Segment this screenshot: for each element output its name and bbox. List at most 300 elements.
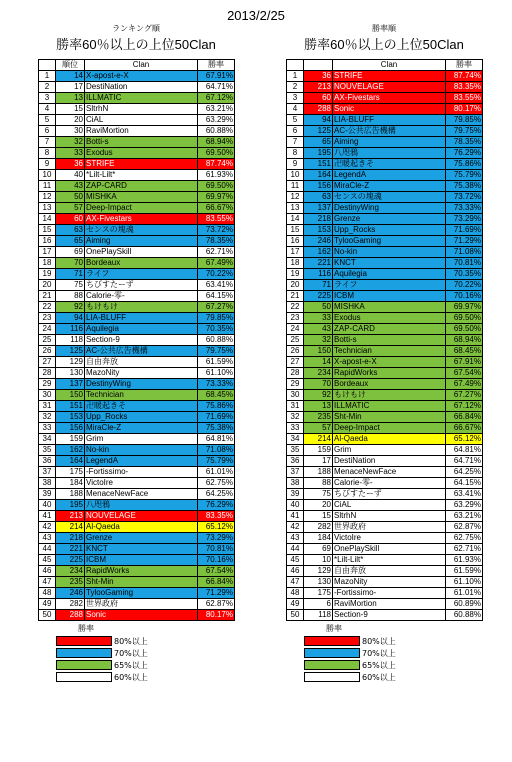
row-index: 31 — [287, 401, 304, 412]
row-index: 38 — [287, 478, 304, 489]
win-rate: 66.67% — [198, 203, 235, 214]
win-rate: 67.49% — [446, 379, 483, 390]
row-index: 22 — [287, 302, 304, 313]
legend-item — [304, 635, 482, 647]
table-row — [287, 192, 483, 203]
win-rate: 73.33% — [198, 379, 235, 390]
rank-cell: 225 — [56, 555, 85, 566]
table-row — [39, 379, 235, 390]
rank-cell: 15 — [304, 511, 333, 522]
rank-cell: 15 — [56, 104, 85, 115]
table-row — [39, 456, 235, 467]
clan-name: No-kin — [85, 445, 198, 456]
win-rate: 67.12% — [446, 401, 483, 412]
row-index: 6 — [287, 126, 304, 137]
win-rate: 75.86% — [198, 401, 235, 412]
rank-cell: 129 — [56, 357, 85, 368]
table-row — [287, 93, 483, 104]
win-rate: 69.97% — [198, 192, 235, 203]
row-index: 19 — [287, 269, 304, 280]
win-rate: 73.29% — [446, 214, 483, 225]
clan-name: 世界政府 — [333, 522, 446, 533]
win-rate: 70.22% — [446, 280, 483, 291]
win-rate: 60.88% — [198, 335, 235, 346]
clan-name: TylooGaming — [333, 236, 446, 247]
table-row — [287, 269, 483, 280]
rank-cell: 94 — [304, 115, 333, 126]
clan-name: Bordeaux — [333, 379, 446, 390]
rank-cell: 71 — [56, 269, 85, 280]
legend-header: 勝率 — [326, 624, 342, 633]
table-row — [39, 291, 235, 302]
rank-cell: 88 — [304, 478, 333, 489]
header-cell — [287, 60, 304, 71]
rank-cell: 10 — [304, 555, 333, 566]
rank-cell: 153 — [304, 225, 333, 236]
table-row — [287, 511, 483, 522]
clan-name: ライフ — [85, 269, 198, 280]
table-row — [287, 346, 483, 357]
win-rate: 73.72% — [446, 192, 483, 203]
table-row — [39, 401, 235, 412]
row-index: 18 — [287, 258, 304, 269]
rank-cell: 188 — [304, 467, 333, 478]
row-index: 9 — [39, 159, 56, 170]
win-rate: 66.84% — [446, 412, 483, 423]
legend-swatch — [304, 648, 360, 658]
rank-cell: 282 — [56, 599, 85, 610]
table-row — [39, 588, 235, 599]
clan-name: Aiming — [333, 137, 446, 148]
win-rate: 66.84% — [198, 577, 235, 588]
win-rate: 64.25% — [198, 489, 235, 500]
clan-name: SltrhN — [333, 511, 446, 522]
row-index: 46 — [39, 566, 56, 577]
table-row — [287, 445, 483, 456]
table-row — [39, 214, 235, 225]
table-row — [39, 137, 235, 148]
clan-name: ZAP-CARD — [85, 181, 198, 192]
table-row — [287, 533, 483, 544]
rank-cell: 32 — [56, 137, 85, 148]
clan-name: KNCT — [333, 258, 446, 269]
header-cell: 順位 — [56, 60, 85, 71]
row-index: 40 — [287, 500, 304, 511]
ranking-order-table — [38, 59, 235, 621]
clan-name: 自由奔放 — [333, 566, 446, 577]
clan-name: VictoIre — [85, 478, 198, 489]
clan-name: MazoNity — [333, 577, 446, 588]
win-rate: 78.35% — [446, 137, 483, 148]
rank-cell: 151 — [304, 159, 333, 170]
win-rate: 79.75% — [198, 346, 235, 357]
win-rate: 70.22% — [198, 269, 235, 280]
table-row — [287, 214, 483, 225]
rank-cell: 118 — [56, 335, 85, 346]
table-row — [39, 280, 235, 291]
row-index: 9 — [287, 159, 304, 170]
table-row — [287, 555, 483, 566]
clan-name: センスの塊魂 — [85, 225, 198, 236]
row-index: 11 — [39, 181, 56, 192]
win-rate: 78.35% — [198, 236, 235, 247]
clan-name: CiAL — [333, 500, 446, 511]
win-rate: 69.97% — [446, 302, 483, 313]
rank-cell: 125 — [56, 346, 85, 357]
rank-cell: 137 — [304, 203, 333, 214]
legend-swatch — [56, 660, 112, 670]
rank-cell: 150 — [304, 346, 333, 357]
clan-name: MazoNity — [85, 368, 198, 379]
clan-name: ILLMATIC — [85, 93, 198, 104]
win-rate: 62.71% — [446, 544, 483, 555]
row-index: 13 — [39, 203, 56, 214]
rank-cell: 70 — [56, 258, 85, 269]
table-row — [287, 610, 483, 621]
panel-subtitle: 勝率順 — [372, 24, 396, 33]
clan-name: LIA-BLUFF — [85, 313, 198, 324]
row-index: 5 — [287, 115, 304, 126]
legend-item — [56, 671, 234, 683]
clan-name: 卍暖起きそ — [333, 159, 446, 170]
report-date: 2013/2/25 — [227, 8, 285, 23]
header-cell: 勝率 — [198, 60, 235, 71]
panel-subtitle: ランキング順 — [112, 24, 160, 33]
row-index: 15 — [287, 225, 304, 236]
row-index: 22 — [39, 302, 56, 313]
table-row — [39, 423, 235, 434]
win-rate: 69.50% — [198, 148, 235, 159]
row-index: 13 — [287, 203, 304, 214]
row-index: 27 — [287, 357, 304, 368]
clan-name: DestiNation — [333, 456, 446, 467]
clan-name: -Fortissimo- — [333, 588, 446, 599]
clan-name: ZAP-CARD — [333, 324, 446, 335]
win-rate: 62.75% — [198, 478, 235, 489]
table-row — [287, 412, 483, 423]
row-index: 34 — [287, 434, 304, 445]
clan-name: Exodus — [333, 313, 446, 324]
rank-cell: 63 — [304, 192, 333, 203]
legend-item — [304, 671, 482, 683]
rank-cell: 159 — [56, 434, 85, 445]
rank-cell: 214 — [304, 434, 333, 445]
table-row — [39, 148, 235, 159]
legend-label: 80%以上 — [362, 636, 396, 646]
row-index: 10 — [39, 170, 56, 181]
table-row — [287, 368, 483, 379]
row-index: 38 — [39, 478, 56, 489]
table-row — [287, 357, 483, 368]
row-index: 31 — [39, 401, 56, 412]
row-index: 25 — [39, 335, 56, 346]
table-row — [39, 302, 235, 313]
table-row — [287, 291, 483, 302]
row-index: 30 — [39, 390, 56, 401]
row-index: 25 — [287, 335, 304, 346]
win-rate: 64.81% — [446, 445, 483, 456]
legend-label: 80%以上 — [114, 636, 148, 646]
legend-swatch — [304, 672, 360, 682]
rank-cell: 116 — [304, 269, 333, 280]
row-index: 41 — [39, 511, 56, 522]
row-index: 45 — [39, 555, 56, 566]
win-rate: 64.25% — [446, 467, 483, 478]
table-row — [39, 115, 235, 126]
row-index: 29 — [39, 379, 56, 390]
table-row — [287, 104, 483, 115]
row-index: 8 — [287, 148, 304, 159]
legend-swatch — [304, 636, 360, 646]
win-rate: 62.75% — [446, 533, 483, 544]
clan-name: RaviMortion — [333, 599, 446, 610]
table-row — [287, 489, 483, 500]
win-rate: 75.38% — [198, 423, 235, 434]
rank-cell: 162 — [56, 445, 85, 456]
rank-cell: 159 — [304, 445, 333, 456]
row-index: 39 — [39, 489, 56, 500]
legend-swatch — [56, 648, 112, 658]
win-rate: 61.59% — [198, 357, 235, 368]
row-index: 45 — [287, 555, 304, 566]
row-index: 49 — [287, 599, 304, 610]
table-row — [39, 522, 235, 533]
row-index: 4 — [39, 104, 56, 115]
win-rate: 69.50% — [198, 181, 235, 192]
rank-cell: 20 — [304, 500, 333, 511]
win-rate: 79.85% — [198, 313, 235, 324]
table-row — [287, 280, 483, 291]
rank-cell: 33 — [304, 313, 333, 324]
clan-name: ライフ — [333, 280, 446, 291]
win-rate: 63.41% — [198, 280, 235, 291]
win-rate: 68.45% — [446, 346, 483, 357]
row-index: 36 — [39, 456, 56, 467]
row-index: 47 — [287, 577, 304, 588]
legend-item — [56, 635, 234, 647]
row-index: 5 — [39, 115, 56, 126]
table-row — [287, 258, 483, 269]
clan-name: ILLMATIC — [333, 401, 446, 412]
row-index: 32 — [287, 412, 304, 423]
table-row — [39, 566, 235, 577]
row-index: 7 — [39, 137, 56, 148]
legend-item — [304, 647, 482, 659]
clan-name: Al-Qaeda — [85, 522, 198, 533]
win-rate: 71.69% — [446, 225, 483, 236]
win-rate: 63.41% — [446, 489, 483, 500]
clan-name: もけもけ — [85, 302, 198, 313]
row-index: 16 — [287, 236, 304, 247]
win-rate: 61.93% — [198, 170, 235, 181]
row-index: 15 — [39, 225, 56, 236]
win-rate: 79.85% — [446, 115, 483, 126]
win-rate: 68.94% — [198, 137, 235, 148]
legend-item — [56, 647, 234, 659]
table-row — [39, 555, 235, 566]
rank-cell: 75 — [56, 280, 85, 291]
row-index: 26 — [39, 346, 56, 357]
clan-name: MiraCle-Z — [333, 181, 446, 192]
header-cell — [39, 60, 56, 71]
rank-cell: 164 — [304, 170, 333, 181]
table-row — [287, 577, 483, 588]
table-row — [39, 467, 235, 478]
clan-name: AC-公共広告機構 — [85, 346, 198, 357]
clan-name: STRIFE — [85, 159, 198, 170]
row-index: 28 — [39, 368, 56, 379]
table-row — [39, 368, 235, 379]
win-rate: 67.91% — [198, 71, 235, 82]
clan-name: AX-Fivestars — [333, 93, 446, 104]
rank-cell: 125 — [304, 126, 333, 137]
row-index: 50 — [287, 610, 304, 621]
row-index: 1 — [287, 71, 304, 82]
win-rate: 68.45% — [198, 390, 235, 401]
rank-cell: 6 — [304, 599, 333, 610]
table-row — [287, 203, 483, 214]
rank-cell: 75 — [304, 489, 333, 500]
win-rate: 70.81% — [198, 544, 235, 555]
clan-name: 世界政府 — [85, 599, 198, 610]
clan-name: Botti-s — [85, 137, 198, 148]
clan-name: Aquilegia — [85, 324, 198, 335]
rank-cell: 14 — [304, 357, 333, 368]
row-index: 37 — [39, 467, 56, 478]
ranking-order-panel — [38, 22, 234, 683]
row-index: 2 — [287, 82, 304, 93]
table-row — [39, 357, 235, 368]
panel-title: 勝率60％以上の上位50Clan — [304, 37, 464, 52]
row-index: 46 — [287, 566, 304, 577]
clan-name: Bordeaux — [85, 258, 198, 269]
clan-name: NOUVELAGE — [85, 511, 198, 522]
clan-name: Exodus — [85, 148, 198, 159]
rank-cell: 30 — [56, 126, 85, 137]
table-row — [287, 478, 483, 489]
table-row — [39, 159, 235, 170]
win-rate: 68.94% — [446, 335, 483, 346]
clan-name: STRIFE — [333, 71, 446, 82]
table-row — [39, 610, 235, 621]
legend-label: 70%以上 — [114, 648, 148, 658]
clan-name: 八咫鴉 — [333, 148, 446, 159]
rank-cell: 57 — [304, 423, 333, 434]
table-row — [39, 93, 235, 104]
rank-cell: 17 — [56, 82, 85, 93]
table-row — [287, 500, 483, 511]
rank-cell: 40 — [56, 170, 85, 181]
win-rate: 70.81% — [446, 258, 483, 269]
row-index: 8 — [39, 148, 56, 159]
clan-name: Deep-Impact — [85, 203, 198, 214]
clan-name: Technician — [333, 346, 446, 357]
rank-cell: 33 — [56, 148, 85, 159]
clan-name: Grenze — [333, 214, 446, 225]
rank-cell: 213 — [56, 511, 85, 522]
clan-name: RapidWorks — [85, 566, 198, 577]
table-row — [39, 225, 235, 236]
row-index: 33 — [39, 423, 56, 434]
row-index: 39 — [287, 489, 304, 500]
rank-cell: 282 — [304, 522, 333, 533]
win-rate: 65.12% — [446, 434, 483, 445]
win-rate: 71.08% — [446, 247, 483, 258]
rank-cell: 60 — [304, 93, 333, 104]
row-index: 1 — [39, 71, 56, 82]
rank-cell: 150 — [56, 390, 85, 401]
legend-swatch — [56, 672, 112, 682]
clan-name: Calorie-零- — [333, 478, 446, 489]
table-row — [287, 467, 483, 478]
table-header-row — [287, 60, 483, 71]
table-row — [287, 599, 483, 610]
win-rate: 71.29% — [446, 236, 483, 247]
table-row — [39, 324, 235, 335]
rank-cell: 43 — [56, 181, 85, 192]
table-row — [39, 71, 235, 82]
table-row — [39, 489, 235, 500]
row-index: 44 — [39, 544, 56, 555]
win-rate: 83.55% — [446, 93, 483, 104]
win-rate: 61.01% — [446, 588, 483, 599]
rank-cell: 13 — [56, 93, 85, 104]
clan-name: AX-Fivestars — [85, 214, 198, 225]
rank-cell: 175 — [56, 467, 85, 478]
rank-cell: 116 — [56, 324, 85, 335]
win-rate: 70.35% — [198, 324, 235, 335]
rank-cell: 13 — [304, 401, 333, 412]
clan-name: Section-9 — [85, 335, 198, 346]
win-rate: 61.01% — [198, 467, 235, 478]
clan-name: Botti-s — [333, 335, 446, 346]
rank-cell: 235 — [304, 412, 333, 423]
rank-cell: 246 — [304, 236, 333, 247]
table-row — [39, 82, 235, 93]
table-row — [39, 478, 235, 489]
win-rate: 76.29% — [446, 148, 483, 159]
rank-cell: 213 — [304, 82, 333, 93]
rank-cell: 153 — [56, 412, 85, 423]
clan-name: LegendA — [85, 456, 198, 467]
clan-name: 八咫鴉 — [85, 500, 198, 511]
win-rate: 79.75% — [446, 126, 483, 137]
win-rate: 70.16% — [446, 291, 483, 302]
legend-swatch — [304, 660, 360, 670]
clan-name: Upp_Rocks — [85, 412, 198, 423]
row-index: 50 — [39, 610, 56, 621]
rank-cell: 151 — [56, 401, 85, 412]
win-rate: 61.93% — [446, 555, 483, 566]
clan-name: Grim — [85, 434, 198, 445]
win-rate: 73.29% — [198, 533, 235, 544]
table-row — [39, 599, 235, 610]
clan-name: -Fortissimo- — [85, 467, 198, 478]
table-row — [287, 181, 483, 192]
rank-cell: 14 — [56, 71, 85, 82]
rank-cell: 36 — [56, 159, 85, 170]
win-rate: 63.29% — [198, 115, 235, 126]
winrate-order-panel — [286, 22, 482, 683]
clan-name: Aiming — [85, 236, 198, 247]
row-index: 16 — [39, 236, 56, 247]
row-index: 20 — [287, 280, 304, 291]
win-rate: 75.86% — [446, 159, 483, 170]
legend-label: 65%以上 — [362, 660, 396, 670]
rank-cell: 218 — [304, 214, 333, 225]
clan-name: *Lilt-Lilt* — [333, 555, 446, 566]
win-rate: 69.50% — [446, 313, 483, 324]
